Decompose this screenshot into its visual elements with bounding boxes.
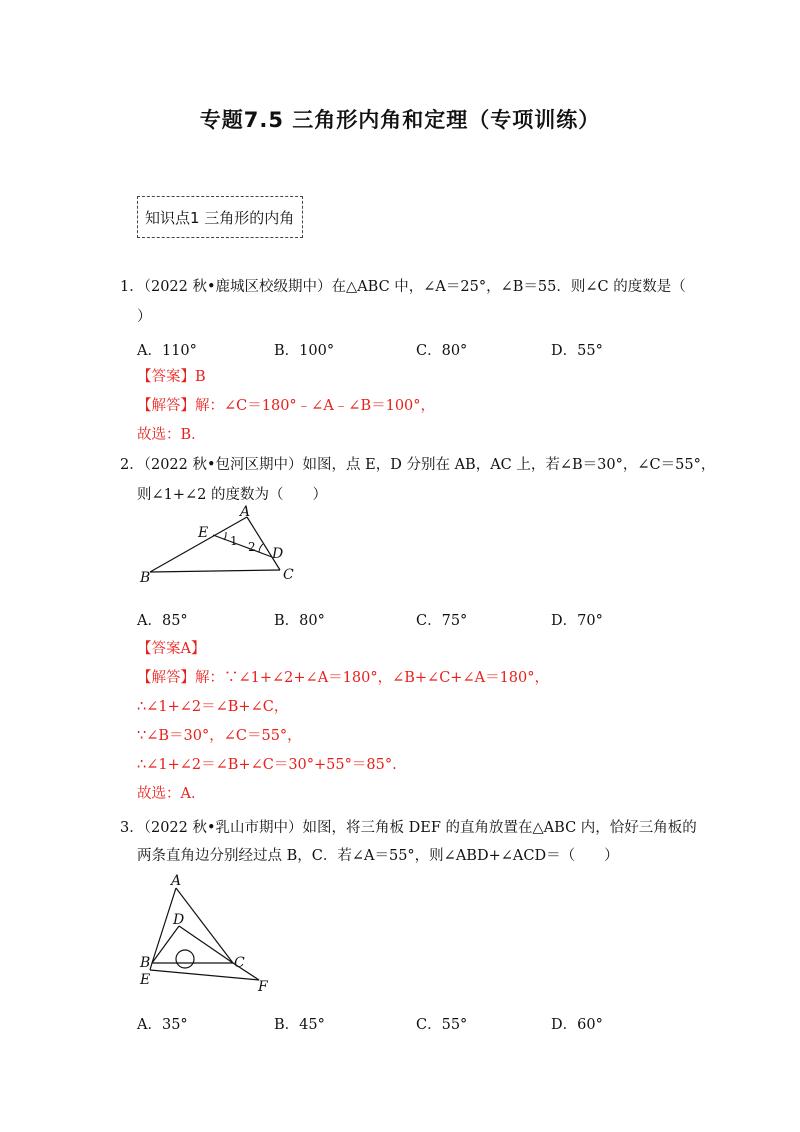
- q1-option-d: D．55°: [551, 343, 603, 359]
- q2-segment-ed: [213, 535, 272, 557]
- q3-segment-dc: [179, 926, 233, 963]
- q1-answer: 【答案】B: [137, 369, 206, 385]
- q2-solution-line1: 【解答】解：∵∠1+∠2+∠A＝180°，∠B+∠C+∠A＝180°，: [137, 670, 549, 686]
- q2-stem-line2: 则∠1+∠2 的度数为（ ）: [137, 487, 328, 503]
- knowledge-point-box: [137, 196, 303, 238]
- q2-option-d: D．70°: [551, 613, 603, 629]
- q1-option-c: C．80°: [416, 343, 468, 359]
- q2-angle1-arc: [224, 532, 226, 540]
- q2-choose: 故选：A．: [137, 786, 206, 802]
- q2-solution-line4: ∴∠1+∠2＝∠B+∠C＝30°+55°＝85°.: [137, 757, 397, 773]
- q2-side-bc: [150, 570, 280, 572]
- q3-label-f: F: [258, 979, 268, 995]
- q3-stem-line2: 两条直角边分别经过点 B，C．若∠A＝55°，则∠ABD+∠ACD＝（ ）: [137, 848, 619, 864]
- q3-segment-db: [152, 926, 179, 963]
- q3-side-ef: [150, 970, 259, 980]
- q2-label-angle2: 2: [248, 540, 256, 554]
- q3-option-d: D．60°: [551, 1017, 603, 1033]
- q2-option-b: B．80°: [274, 613, 325, 629]
- q3-label-c: C: [234, 955, 245, 971]
- knowledge-point-label: 知识点1 三角形的内角: [145, 208, 295, 227]
- q2-option-a: A．85°: [137, 613, 188, 629]
- q2-label-d: D: [272, 546, 284, 562]
- q1-solution-line1: 【解答】解：∠C＝180°﹣∠A﹣∠B＝100°，: [137, 398, 436, 414]
- q3-side-ac: [176, 888, 233, 963]
- q2-solution-line2: ∴∠1+∠2＝∠B+∠C，: [137, 699, 289, 715]
- q3-label-a: A: [171, 873, 182, 889]
- q1-stem-line1: 1．（2022 秋•鹿城区校级期中）在△ABC 中，∠A＝25°，∠B＝55．则∠C 的度数是（: [120, 279, 686, 295]
- q2-label-c: C: [283, 567, 294, 583]
- q3-segment-be: [150, 963, 152, 970]
- q2-solution-line3: ∵∠B＝30°，∠C＝55°，: [137, 728, 302, 744]
- q1-stem-line2: ）: [137, 309, 152, 325]
- q3-label-d: D: [173, 912, 185, 928]
- q2-label-e: E: [198, 525, 209, 541]
- q2-label-a: A: [240, 504, 251, 520]
- q3-stem-line1: 3．（2022 秋•乳山市期中）如图，将三角板 DEF 的直角放置在△ABC 内，恰好三角板的: [120, 820, 697, 836]
- q3-option-b: B．45°: [274, 1017, 325, 1033]
- q2-answer: 【答案A】: [137, 641, 206, 657]
- q2-angle2-arc: [259, 544, 263, 552]
- q3-label-e: E: [140, 972, 151, 988]
- q2-label-angle1: 1: [230, 534, 238, 548]
- q1-option-b: B．100°: [274, 343, 335, 359]
- page-title: 专题7.5 三角形内角和定理（专项训练）: [199, 108, 601, 132]
- q2-label-b: B: [140, 570, 151, 586]
- q3-triangle-hole: [176, 950, 194, 968]
- q2-option-c: C．75°: [416, 613, 468, 629]
- q3-label-b: B: [140, 955, 151, 971]
- q1-choose: 故选：B．: [137, 427, 206, 443]
- q1-option-a: A．110°: [137, 343, 197, 359]
- q2-stem-line1: 2．（2022 秋•包河区期中）如图，点 E，D 分别在 AB，AC 上，若∠B＝30°，∠C＝55°，: [120, 457, 716, 473]
- q2-triangle-figure: [130, 505, 310, 585]
- q3-option-c: C．55°: [416, 1017, 468, 1033]
- q3-option-a: A．35°: [137, 1017, 188, 1033]
- q3-triangle-figure: [135, 870, 285, 1000]
